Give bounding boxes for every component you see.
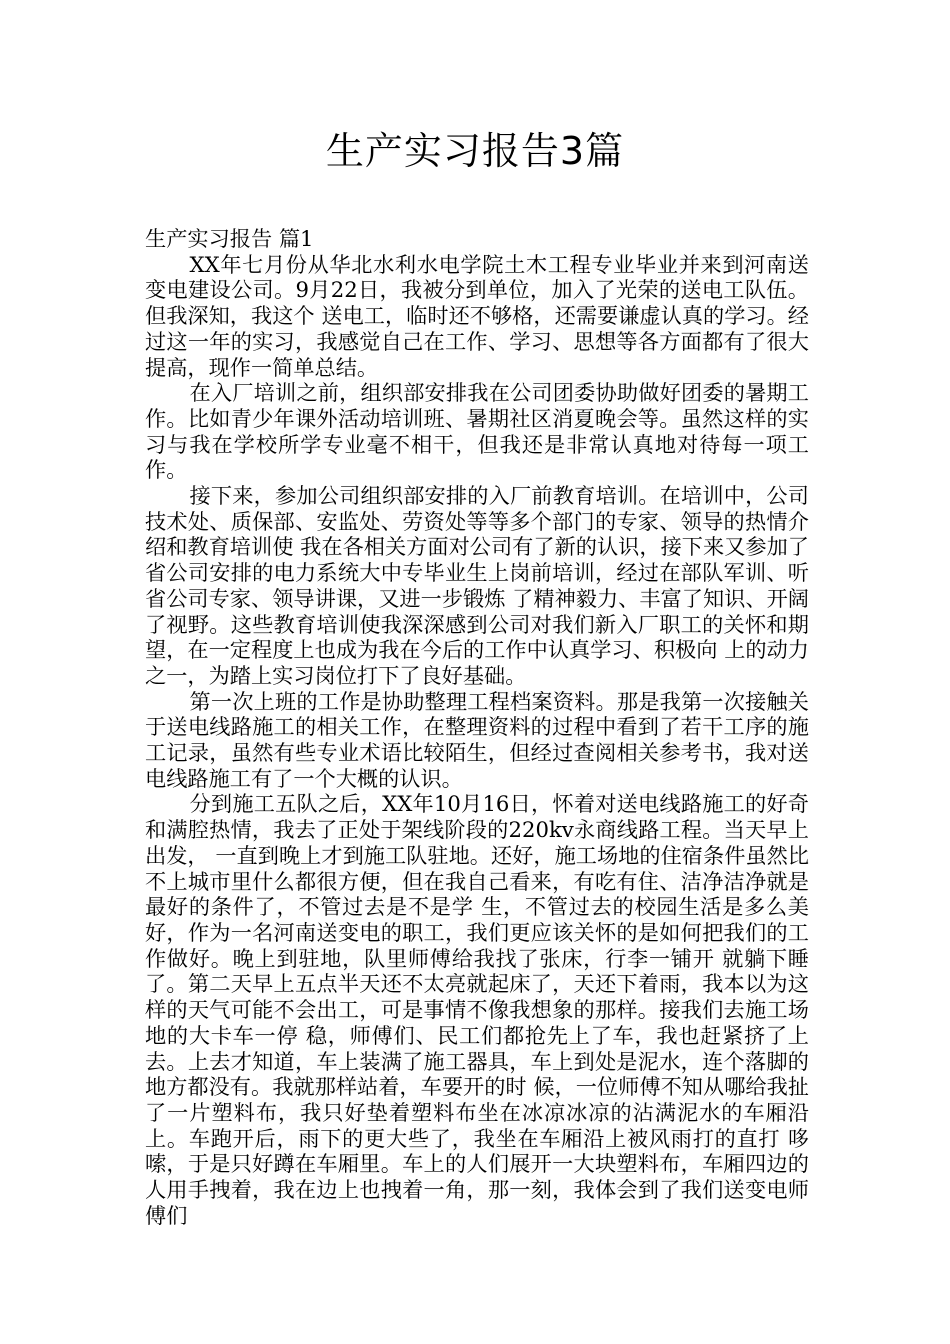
section-heading: 生产实习报告 篇1 [145, 226, 314, 251]
paragraph-1: XX年七月份从华北水利水电学院土木工程专业毕业并来到河南送变电建设公司。9月22日，我被分到单位，加入了光荣的送电工队伍。但我深知，我这个 送电工，临时还不够格，还需要谦虚认真的学习。经过这一年的实习，我感觉自己在工作、学习、思想等各方面都有了很大提高，现作一简单总结。 [145, 251, 809, 380]
paragraph-3: 接下来，参加公司组织部安排的入厂前教育培训。在培训中，公司技术处、质保部、安监处、劳资处等等多个部门的专家、领导的热情介绍和教育培训使 我在各相关方面对公司有了新的认识，接下来又参加了省公司安排的电力系统大中专毕业生上岗前培训，经过在部队军训、听省公司专家、领导讲课，又进一步锻炼 了精神毅力、丰富了知识、开阔了视野。这些教育培训使我深深感到公司对我们新入厂职工的关怀和期望，在一定程度上也成为我在今后的工作中认真学习、积极向 上的动力之一，为踏上实习岗位打下了良好基础。 [145, 483, 809, 688]
document-body [145, 226, 809, 1228]
paragraph-2: 在入厂培训之前，组织部安排我在公司团委协助做好团委的暑期工作。比如青少年课外活动培训班、暑期社区消夏晚会等。虽然这样的实习与我在学校所学专业毫不相干，但我还是非常认真地对待每一项工作。 [145, 380, 809, 483]
document-title: 生产实习报告3篇 [325, 129, 625, 173]
paragraph-5: 分到施工五队之后，XX年10月16日，怀着对送电线路施工的好奇和满腔热情，我去了正处于架线阶段的220kv永商线路工程。当天早上出发， 一直到晚上才到施工队驻地。还好，施工场地的住宿条件虽然比不上城市里什么都很方便，但在我自己看来，有吃有住、洁净洁净就是最好的条件了，不管过去是不是学 生，不管过去的校园生活是多么美好，作为一名河南送变电的职工，我们更应该关怀的是如何把我们的工作做好。晚上到驻地，队里师傅给我找了张床，行李一铺开 就躺下睡了。第二天早上五点半天还不太亮就起床了，天还下着雨，我本以为这样的天气可能不会出工，可是事情不像我想象的那样。接我们去施工场地的大卡车一停 稳，师傅们、民工们都抢先上了车，我也赶紧挤了上去。上去才知道，车上装满了施工器具，车上到处是泥水，连个落脚的地方都没有。我就那样站着，车要开的时 候，一位师傅不知从哪给我扯了一片塑料布，我只好垫着塑料布坐在冰凉冰凉的沾满泥水的车厢沿上。车跑开后，雨下的更大些了，我坐在车厢沿上被风雨打的直打 哆嗦，于是只好蹲在车厢里。车上的人们展开一大块塑料布，车厢四边的人用手拽着，我在边上也拽着一角，那一刻，我体会到了我们送变电师傅们 [145, 791, 809, 1228]
paragraph-4: 第一次上班的工作是协助整理工程档案资料。那是我第一次接触关于送电线路施工的相关工作，在整理资料的过程中看到了若干工序的施工记录，虽然有些专业术语比较陌生，但经过查阅相关参考书，我对送电线路施工有了一个大概的认识。 [145, 688, 809, 791]
